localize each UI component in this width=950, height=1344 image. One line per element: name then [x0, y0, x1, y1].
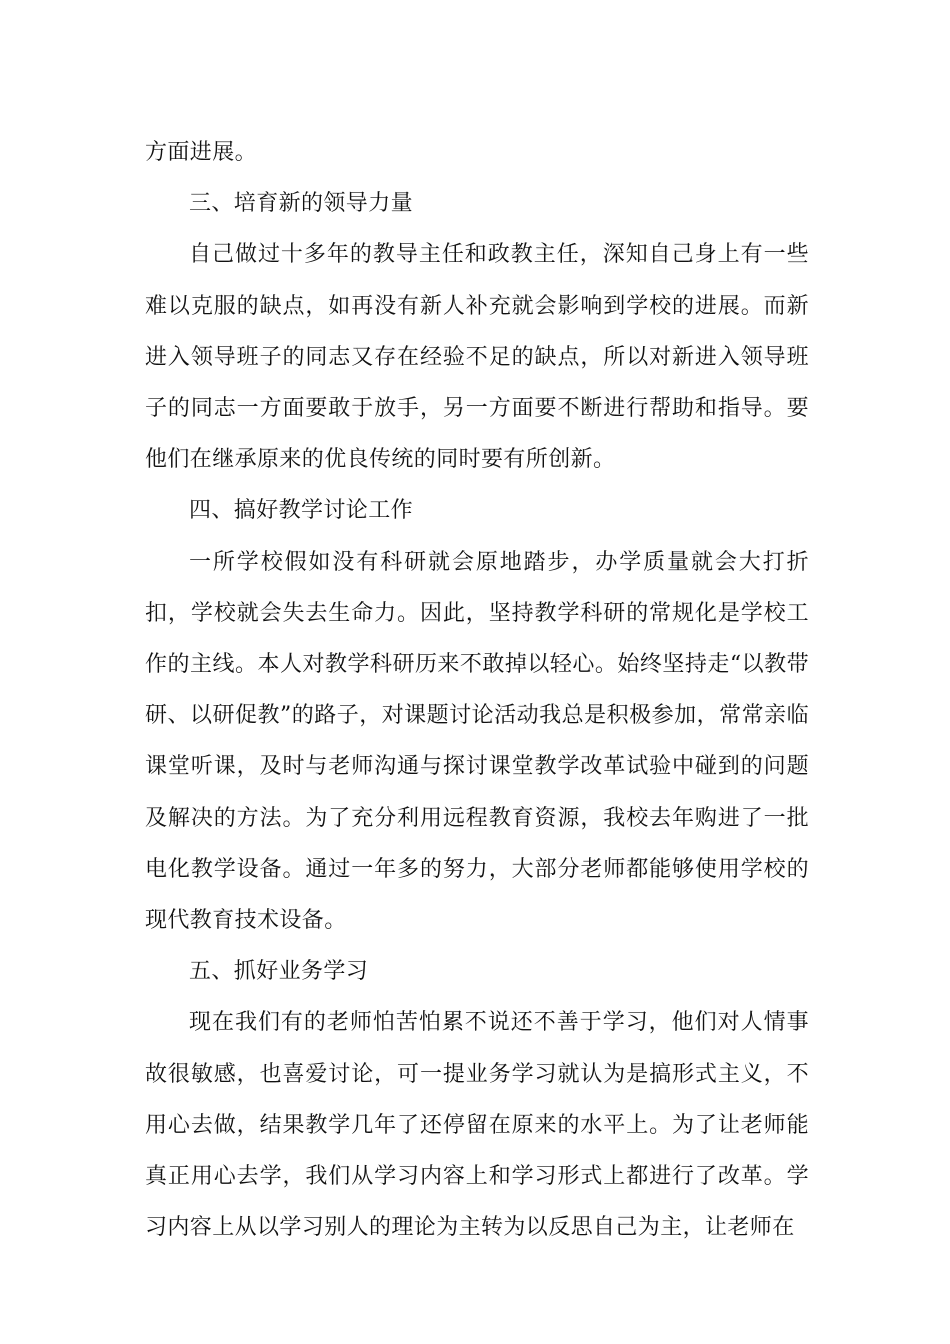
paragraph-body: 一所学校假如没有科研就会原地踏步，办学质量就会大打折扣，学校就会失去生命力。因此，坚持教学科研的常规化是学校工作的主线。本人对教学科研历来不敢掉以轻心。始终坚持走“以教带研、以研促教”的路子，对课题讨论活动我总是积极参加，常常亲临课堂听课，及时与老师沟通与探讨课堂教学改革试验中碰到的问题及解决的方法。为了充分利用远程教育资源，我校去年购进了一批电化教学设备。通过一年多的努力，大部分老师都能够使用学校的现代教育技术设备。 [145, 549, 809, 934]
section-heading-3: 三、培育新的领导力量 [189, 191, 414, 217]
section-heading-4: 四、搞好教学讨论工作 [189, 498, 414, 524]
document-body [145, 127, 809, 1253]
paragraph-body: 自己做过十多年的教导主任和政教主任，深知自己身上有一些难以克服的缺点，如再没有新人补充就会影响到学校的进展。而新进入领导班子的同志又存在经验不足的缺点，所以对新进入领导班子的同志一方面要敢于放手，另一方面要不断进行帮助和指导。要他们在继承原来的优良传统的同时要有所创新。 [145, 242, 809, 473]
paragraph-body: 现在我们有的老师怕苦怕累不说还不善于学习，他们对人情事故很敏感，也喜爱讨论，可一提业务学习就认为是搞形式主义，不用心去做，结果教学几年了还停留在原来的水平上。为了让老师能真正用心去学，我们从学习内容上和学习形式上都进行了改革。学习内容上从以学习别人的理论为主转为以反思自己为主，让老师在 [145, 1010, 809, 1241]
paragraph-continuation: 方面进展。 [145, 140, 258, 165]
section-heading-5: 五、抓好业务学习 [189, 959, 369, 985]
